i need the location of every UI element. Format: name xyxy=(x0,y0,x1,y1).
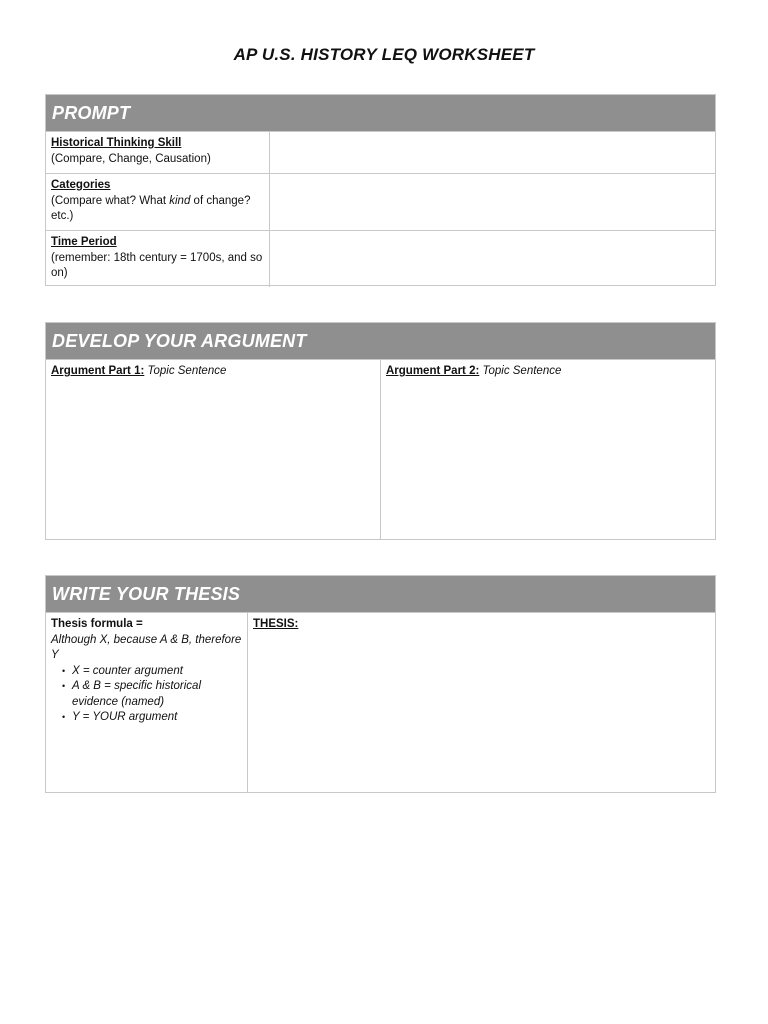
prompt-label-cell xyxy=(46,132,270,173)
time-period-answer-field[interactable] xyxy=(270,231,715,287)
prompt-row-time-period xyxy=(46,230,715,287)
argument-part-1-label: Argument Part 1: xyxy=(51,365,145,377)
categories-desc-italic: kind xyxy=(169,194,191,207)
list-item: • X = counter argument xyxy=(72,664,242,680)
argument-part-2-hint: Topic Sentence xyxy=(482,365,562,377)
thesis-answer-field[interactable] xyxy=(248,613,715,792)
prompt-row-skill xyxy=(46,131,715,173)
prompt-header: PROMPT xyxy=(46,95,715,131)
skill-label: Historical Thinking Skill xyxy=(51,137,182,149)
time-period-label: Time Period xyxy=(51,236,117,248)
argument-row xyxy=(46,359,715,539)
prompt-row-categories xyxy=(46,173,715,230)
argument-section xyxy=(45,322,716,540)
prompt-label-cell xyxy=(46,174,270,230)
prompt-label-cell xyxy=(46,231,270,287)
list-item: • A & B = specific historical evidence (named) xyxy=(72,679,242,710)
thesis-section xyxy=(45,575,716,793)
argument-header: DEVELOP YOUR ARGUMENT xyxy=(46,323,715,359)
list-item: • Y = YOUR argument xyxy=(72,710,242,726)
thesis-formula-text: Although X, because A & B, therefore Y xyxy=(51,633,242,661)
categories-label: Categories xyxy=(51,179,111,191)
thesis-formula-title: Thesis formula = xyxy=(51,618,143,630)
argument-part-2-label: Argument Part 2: xyxy=(386,365,480,377)
thesis-formula-cell xyxy=(46,613,248,792)
categories-desc-before: (Compare what? What xyxy=(51,194,170,207)
thesis-label: THESIS: xyxy=(253,618,299,630)
argument-part-1-hint: Topic Sentence xyxy=(147,365,227,377)
thesis-row xyxy=(46,612,715,792)
skill-answer-field[interactable] xyxy=(270,132,715,173)
prompt-section xyxy=(45,94,716,286)
argument-part-1-field[interactable] xyxy=(46,360,381,539)
time-period-description: (remember: 18th century = 1700s, and so on) xyxy=(51,251,263,279)
skill-description: (Compare, Change, Causation) xyxy=(51,152,211,165)
categories-answer-field[interactable] xyxy=(270,174,715,230)
thesis-formula-list xyxy=(51,664,242,726)
thesis-header: WRITE YOUR THESIS xyxy=(46,576,715,612)
page-title: AP U.S. HISTORY LEQ WORKSHEET xyxy=(233,45,535,64)
categories-desc-after: of change? etc.) xyxy=(51,194,251,222)
argument-part-2-field[interactable] xyxy=(381,360,715,539)
categories-description xyxy=(51,194,264,225)
